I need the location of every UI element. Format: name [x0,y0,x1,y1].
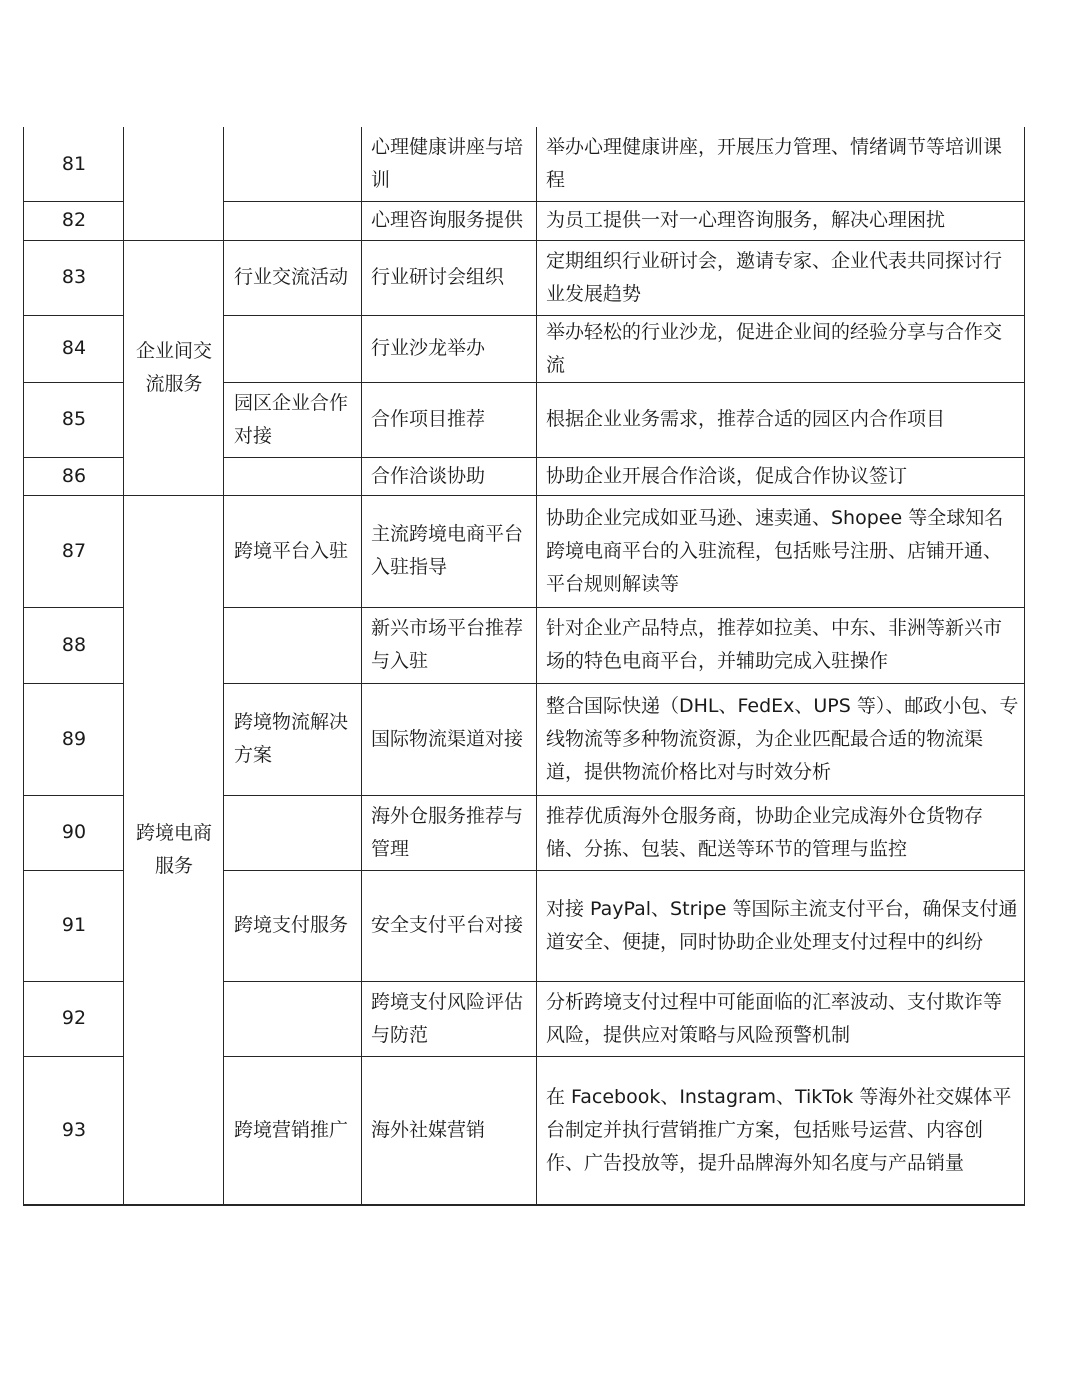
service-item-cell: 心理咨询服务提供 [371,209,524,231]
description-cell: 为员工提供一对一心理咨询服务，解决心理困扰 [546,209,946,231]
grid-line [23,201,124,202]
description-cell: 针对企业产品特点，推荐如拉美、中东、非洲等新兴市场的特色电商平台，并辅助完成入驻操作 [546,617,1003,672]
grid-line [23,683,124,684]
row-number: 87 [61,539,87,562]
row-number: 85 [61,408,87,430]
subcategory-cell: 园区企业合作对接 [234,391,349,447]
row-number: 82 [61,209,87,231]
service-item-cell: 合作项目推荐 [371,408,486,430]
description-cell: 举办轻松的行业沙龙，促进企业间的经验分享与合作交流 [546,320,1003,376]
row-number: 89 [61,727,87,750]
row-number: 91 [61,914,87,936]
grid-line [23,382,124,383]
service-item-cell: 行业研讨会组织 [371,266,505,288]
service-item-cell: 海外社媒营销 [371,1119,486,1141]
row-number: 92 [61,1007,87,1029]
description-cell: 举办心理健康讲座，开展压力管理、情绪调节等培训课程 [546,136,1003,191]
grid-line [23,315,124,316]
grid-line [223,127,224,1206]
description-cell: 协助企业完成如亚马逊、速卖通、Shopee 等全球知名跨境电商平台的入驻流程，包括账号注册、店铺开通、平台规则解读等 [546,506,1004,595]
row-number: 81 [61,152,87,175]
description-cell: 根据企业业务需求，推荐合适的园区内合作项目 [546,408,946,430]
grid-line [223,607,1025,608]
grid-line [223,1056,1025,1057]
description-cell: 在 Facebook、Instagram、TikTok 等海外社交媒体平台制定并执行营销推广方案，包括账号运营、内容创作、广告投放等，提升品牌海外知名度与产品销量 [546,1086,1012,1174]
service-item-cell: 海外仓服务推荐与管理 [371,804,524,860]
service-item-cell: 心理健康讲座与培训 [371,136,524,191]
subcategory-cell: 跨境支付服务 [234,914,349,936]
row-number: 88 [61,633,87,656]
grid-line [536,127,537,1206]
service-item-cell: 跨境支付风险评估与防范 [371,990,524,1046]
grid-line [223,201,1025,202]
description-cell: 分析跨境支付过程中可能面临的汇率波动、支付欺诈等风险，提供应对策略与风险预警机制 [546,990,1003,1046]
grid-line [23,1204,1025,1206]
grid-line [223,870,1025,871]
row-number: 93 [61,1119,87,1141]
grid-line [223,981,1025,982]
grid-line [23,607,124,608]
grid-line [23,127,24,1206]
description-cell: 整合国际快递（DHL、FedEx、UPS 等）、邮政小包、专线物流等多种物流资源，为企业匹配最合适的物流渠道，提供物流价格比对与时效分析 [546,694,1019,783]
grid-line [223,795,1025,796]
grid-line [1024,127,1025,1206]
grid-line [361,127,362,1206]
grid-line [23,495,1025,496]
grid-line [23,981,124,982]
service-item-cell: 主流跨境电商平台入驻指导 [371,523,524,578]
grid-line [223,683,1025,684]
subcategory-cell: 跨境平台入驻 [234,539,349,562]
service-item-cell: 新兴市场平台推荐与入驻 [371,617,524,672]
description-cell: 协助企业开展合作洽谈，促成合作协议签订 [546,464,908,487]
grid-line [23,240,1025,241]
category-cell: 跨境电商服务 [135,822,212,877]
service-item-cell: 安全支付平台对接 [371,914,524,936]
service-item-cell: 行业沙龙举办 [371,337,486,359]
description-cell: 定期组织行业研讨会，邀请专家、企业代表共同探讨行业发展趋势 [546,249,1003,305]
row-number: 83 [61,266,87,288]
row-number: 90 [61,821,87,843]
category-cell: 企业间交流服务 [135,339,212,395]
subcategory-cell: 跨境营销推广 [234,1119,349,1141]
grid-line [23,870,124,871]
row-number: 84 [61,337,87,359]
subcategory-cell: 跨境物流解决方案 [234,711,349,766]
row-number: 86 [61,464,87,487]
grid-line [123,127,124,1206]
grid-line [223,457,1025,458]
grid-line [223,382,1025,383]
service-item-cell: 合作洽谈协助 [371,464,486,487]
subcategory-cell: 行业交流活动 [234,266,349,288]
grid-line [23,457,124,458]
service-item-cell: 国际物流渠道对接 [371,727,524,750]
grid-line [223,315,1025,316]
description-cell: 对接 PayPal、Stripe 等国际主流支付平台，确保支付通道安全、便捷，同时协助企业处理支付过程中的纠纷 [546,897,1018,953]
description-cell: 推荐优质海外仓服务商，协助企业完成海外仓货物存储、分拣、包装、配送等环节的管理与监控 [546,804,984,860]
grid-line [23,795,124,796]
grid-line [23,1056,124,1057]
